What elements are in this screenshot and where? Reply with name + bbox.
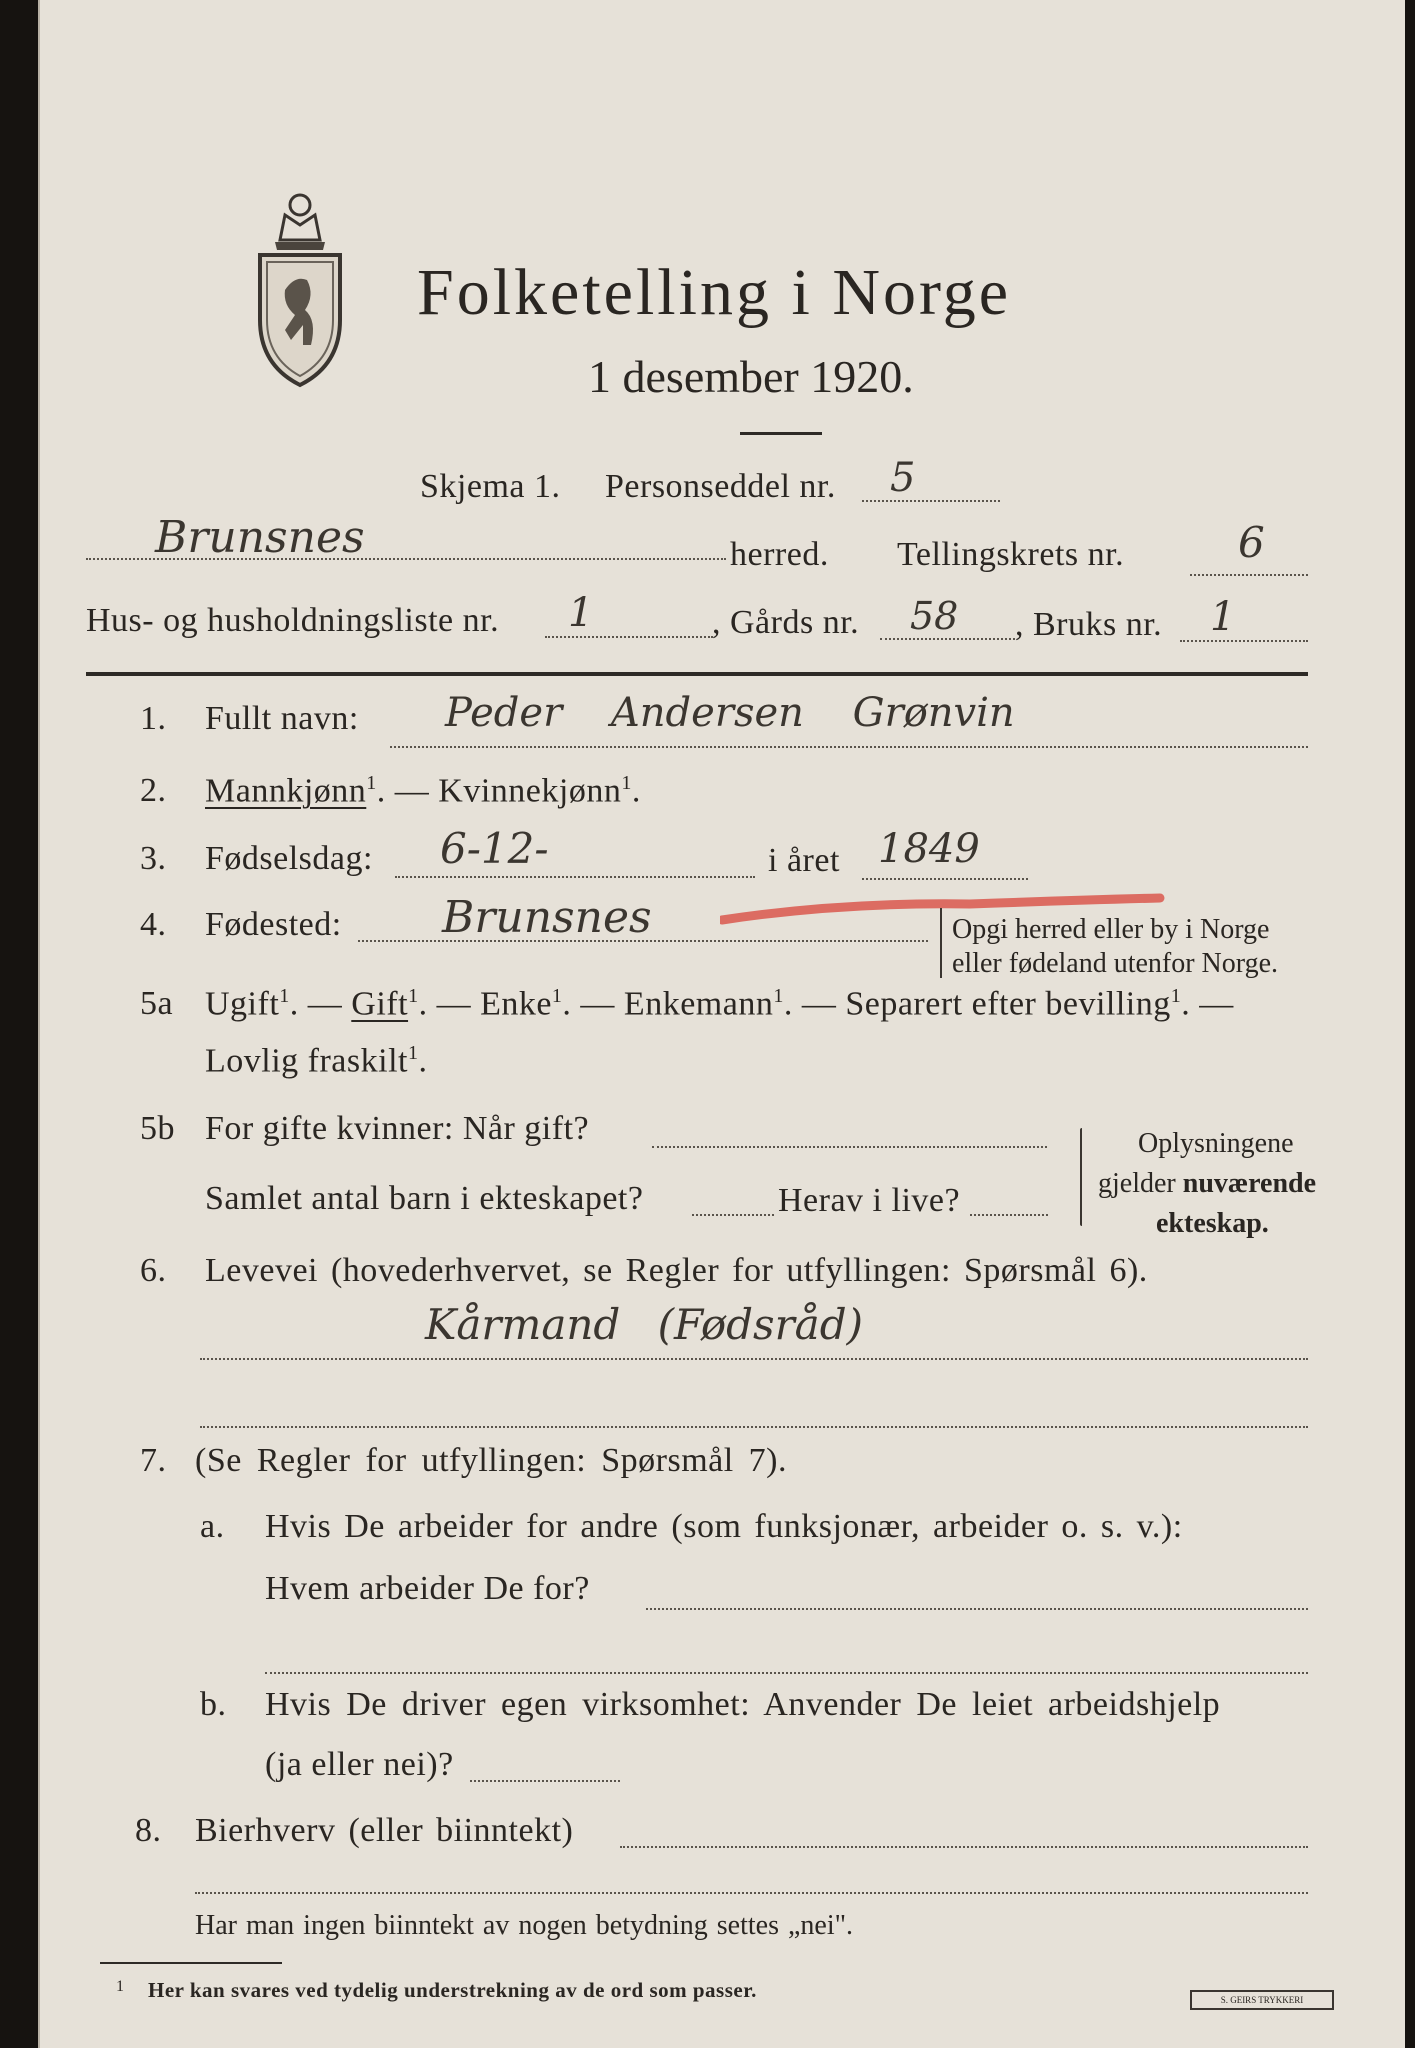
q5b-note-2: gjelder nuværende <box>1098 1168 1317 1199</box>
husholdning-label: Hus- og husholdningsliste nr. <box>86 602 500 639</box>
herred-label: herred. <box>730 536 829 573</box>
husholdning-line <box>545 636 713 638</box>
q4-note-2: eller fødeland utenfor Norge. <box>952 948 1279 979</box>
q1-label: Fullt navn: <box>205 700 359 737</box>
personseddel-value: 5 <box>890 455 916 501</box>
bruks-line <box>1180 640 1308 642</box>
q7b-label: Hvis De driver egen virksomhet: Anvender De leiet arbeidshjelp <box>265 1686 1221 1723</box>
q5b-barn-line <box>692 1214 774 1216</box>
q3-line <box>395 876 755 878</box>
q5a-number: 5a <box>140 985 174 1022</box>
q6-line-2 <box>200 1426 1308 1428</box>
q5b-label: For gifte kvinner: Når gift? <box>205 1110 590 1147</box>
q3-label: Fødselsdag: <box>205 840 373 877</box>
gards-value: 58 <box>910 594 959 638</box>
footnote-mark: 1 <box>116 1978 124 1995</box>
q4-value: Brunsnes <box>442 892 652 943</box>
q5b-brace <box>1080 1128 1082 1226</box>
skjema-label: Skjema 1. <box>420 468 561 505</box>
q7b-number: b. <box>200 1686 227 1723</box>
tellingskrets-label: Tellingskrets nr. <box>897 536 1125 573</box>
q6-value: Kårmand (Fødsråd) <box>425 1300 863 1349</box>
tellingskrets-line <box>1190 574 1308 576</box>
title-divider <box>740 432 822 435</box>
q3-year-value: 1849 <box>878 826 980 872</box>
bruks-label: , Bruks nr. <box>1015 606 1163 643</box>
q2-kvinne: Kvinnekjønn <box>438 772 622 810</box>
q5b-barn-label: Samlet antal barn i ekteskapet? <box>205 1180 644 1217</box>
q2-number: 2. <box>140 772 167 809</box>
q2-mann: Mannkjønn <box>205 772 367 810</box>
q7a-line-1 <box>646 1608 1308 1610</box>
q6-line-1 <box>200 1358 1308 1360</box>
gards-line <box>880 638 1015 640</box>
q5b-live-line <box>970 1214 1048 1216</box>
q3-number: 3. <box>140 840 167 877</box>
section-divider <box>86 672 1308 676</box>
q3-year-label: i året <box>768 842 840 879</box>
q6-label: Levevei (hovederhvervet, se Regler for utfyllingen: Spørsmål 6). <box>205 1252 1148 1289</box>
personseddel-label: Personseddel nr. <box>605 468 836 505</box>
q7b-janei-label: (ja eller nei)? <box>265 1746 454 1783</box>
q5a-gift-selected: Gift <box>351 985 409 1023</box>
q5b-number: 5b <box>140 1110 175 1147</box>
printer-stamp: S. GEIRS TRYKKERI <box>1190 1990 1334 2010</box>
q8-note: Har man ingen biinntekt av nogen betydning settes „nei". <box>195 1910 854 1941</box>
q5a-fraskilt: Lovlig fraskilt$^1$. <box>205 1042 428 1080</box>
q7a-line-2 <box>265 1672 1308 1674</box>
tellingskrets-value: 6 <box>1238 518 1265 567</box>
q8-label: Bierhverv (eller biinntekt) <box>195 1812 574 1849</box>
q8-line-1 <box>620 1846 1308 1848</box>
q1-line <box>390 746 1308 748</box>
coat-of-arms-icon <box>245 180 355 390</box>
q4-number: 4. <box>140 906 167 943</box>
q3-year-line <box>862 878 1028 880</box>
q4-note-1: Opgi herred eller by i Norge <box>952 914 1270 945</box>
q5a-options: Ugift$^1$. — Gift$^1$. — Enke$^1$. — Enkemann$^1$. — Separert efter bevilling$^1$. — <box>205 985 1234 1023</box>
q7a-hvem-label: Hvem arbeider De for? <box>265 1570 590 1607</box>
q7-number: 7. <box>140 1442 167 1479</box>
q7a-label: Hvis De arbeider for andre (som funksjonær, arbeider o. s. v.): <box>265 1508 1183 1545</box>
q5b-live-label: Herav i live? <box>778 1182 961 1219</box>
q2-options: Mannkjønn$^1$. — Kvinnekjønn$^1$. <box>205 772 641 810</box>
herred-value: Brunsnes <box>155 512 365 563</box>
husholdning-value: 1 <box>568 590 594 636</box>
footnote-divider <box>100 1962 282 1964</box>
q5b-married-line <box>652 1146 1047 1148</box>
q6-number: 6. <box>140 1252 167 1289</box>
q5b-note-3: ekteskap. <box>1156 1208 1269 1239</box>
q4-brace <box>940 908 942 978</box>
census-form <box>38 0 1405 2048</box>
q7b-line <box>470 1780 620 1782</box>
bruks-value: 1 <box>1210 594 1236 640</box>
q1-number: 1. <box>140 700 167 737</box>
footnote-text: Her kan svares ved tydelig understrekning av de ord som passer. <box>148 1978 757 2002</box>
personseddel-line <box>862 500 1000 502</box>
form-title: Folketelling i Norge <box>417 256 1012 329</box>
q5b-note-1: Oplysningene <box>1138 1128 1294 1159</box>
q3-value: 6-12- <box>440 824 549 873</box>
q7-label: (Se Regler for utfyllingen: Spørsmål 7). <box>195 1442 788 1479</box>
q1-value: Peder Andersen Grønvin <box>445 690 1015 736</box>
gards-label: , Gårds nr. <box>712 604 860 641</box>
q8-line-2 <box>195 1892 1308 1894</box>
q8-number: 8. <box>135 1812 162 1849</box>
q7a-number: a. <box>200 1508 225 1545</box>
q4-label: Fødested: <box>205 906 342 943</box>
census-date: 1 desember 1920. <box>588 351 914 402</box>
